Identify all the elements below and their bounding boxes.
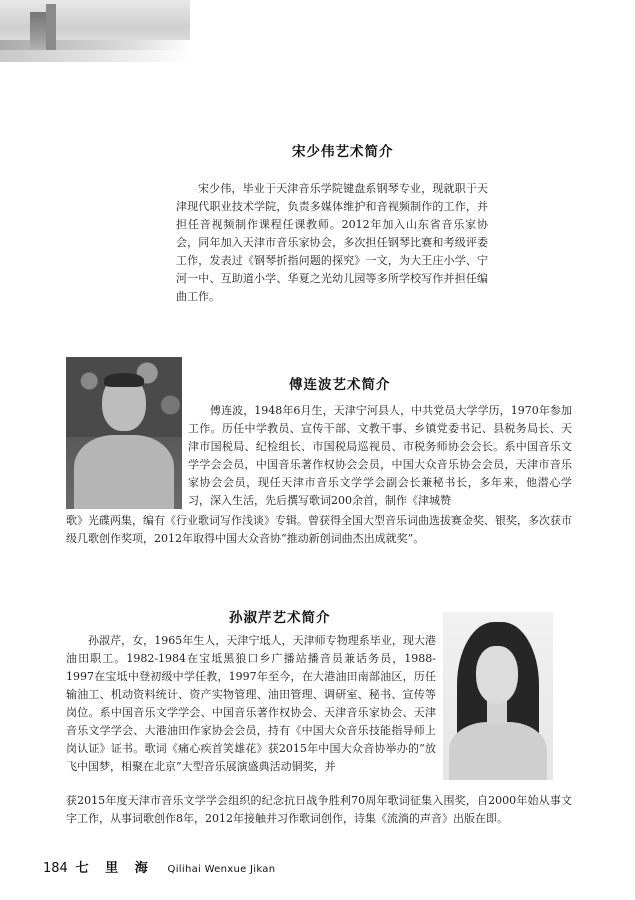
section-title-song: 宋少伟艺术简介 [292, 144, 394, 160]
portrait-shoulders [449, 722, 547, 780]
corner-photo-water [0, 50, 190, 62]
section-title-sun: 孙淑芹艺术简介 [229, 610, 331, 626]
corner-photo-horizon [0, 40, 190, 50]
page-footer [43, 857, 275, 876]
section-body-song [176, 180, 488, 306]
journal-name-en: Qilihai Wenxue Jikan [167, 864, 276, 875]
portrait-face [476, 646, 518, 704]
journal-name: 七 里 海 [75, 861, 154, 876]
corner-photo-tower-spire [46, 4, 56, 54]
section-paragraph-fu-wrap: 傅连波，1948年6月生，天津宁河县人，中共党员大学学历，1970年参加工作。历任中学教员、宣传干部、文教干事、乡镇党委书记、县税务局长、天津市国税局、纪检组长、市国税局巡视员、市税务师协会会长。系中国音乐文学学会会员，中国音乐著作权协会会员，中国大众音乐协会会员，天津市音乐家协会会员，现任天津市音乐文学学会副会长兼秘书长，多年来，他潜心学习，深入生活，先后撰写歌词200余首，制作《津城赞 [188, 404, 572, 507]
portrait-photo-fu [66, 357, 182, 509]
section-body-fu-wrap [188, 402, 572, 510]
section-body-fu-full [66, 512, 572, 548]
section-title-fu: 傅连波艺术简介 [289, 377, 391, 393]
section-paragraph-fu-full: 歌》光碟两集，编有《行业歌词写作浅谈》专辑。曾获得全国大型音乐词曲选拔赛金奖、银奖，多次获市级几歌创作奖项，2012年取得中国大众音协“推动新创词曲杰出成就奖”。 [66, 514, 572, 545]
portrait-body [74, 435, 174, 509]
portrait-hair [104, 373, 144, 387]
section-body-sun-wrap [66, 632, 436, 776]
section-paragraph-sun-full: 获2015年度天津市音乐文学学会组织的纪念抗日战争胜利70周年歌词征集入围奖，自2000年始从事文字工作，从事词歌创作8年，2012年接触并习作歌词创作，诗集《流淌的声音》出版在即。 [66, 794, 572, 825]
page-number: 184 [43, 861, 68, 876]
portrait-photo-sun [443, 612, 553, 780]
section-paragraph-song: 宋少伟，毕业于天津音乐学院键盘系钢琴专业，现就职于天津现代职业技术学院，负责多媒体维护和音视频制作的工作，并担任音视频制作课程任课教师。2012年加入山东省音乐家协会，同年加入天津市音乐家协会，多次担任钢琴比赛和考级评委工作，发表过《钢琴折指问题的探究》一文，为大王庄小学、宁河一中、互助道小学、华夏之光幼儿园等多所学校写作并担任编曲工作。 [176, 182, 488, 303]
section-body-sun-full [66, 792, 572, 828]
corner-photo [0, 0, 190, 62]
section-paragraph-sun-wrap: 孙淑芹，女，1965年生人，天津宁坻人，天津师专物理系毕业，现大港油田职工。1982-1984在宝坻黑狼口乡广播站播音员兼话务员，1988-1997在宝坻中登初级中学任教，1997年至今，在大港油田南部油区，历任输油工、机动资料统计、资产实物管理、油田管理、调研室、秘书、宣传等岗位。系中国音乐文学学会、中国音乐著作权协会、天津音乐家协会、天津音乐文学学会、大港油田作家协会会员，持有《中国大众音乐技能指导师上岗认证》证书。歌词《痛心疾首笑雄花》获2015年中国大众音协举办的“放飞中国梦，相聚在北京”大型音乐展演盛典活动铜奖，并 [66, 634, 436, 773]
